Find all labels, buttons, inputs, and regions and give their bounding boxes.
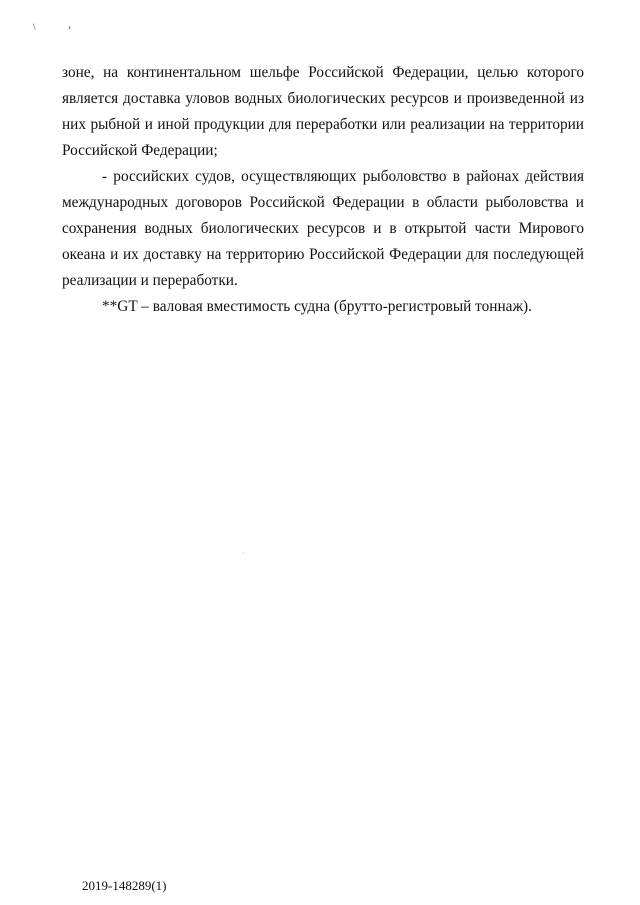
paragraph-continuation: зоне, на континентальном шельфе Российской Федерации, целью которого является доставка уловов водных биологических ресурсов и произведенной из них рыбной и иной продукции для переработки или реализации на территории Российской Федерации; [62,64,584,159]
footnote: **GT – валовая вместимость судна (брутто-регистровый тоннаж). [102,298,532,315]
body-text [62,60,584,320]
scan-speck [243,553,244,554]
paragraph-list-item: - российских судов, осуществляющих рыболовство в районах действия международных договоров Российской Федерации в области рыболовства и сохранения водных биологических ресурсов и в открытой части Мирового океана и их доставку на территорию Российской Федерации для последующей реализации и переработки. [62,168,584,289]
scan-mark: \ [33,22,36,32]
document-number: 2019-148289(1) [82,878,167,893]
scan-mark: › [68,22,71,32]
